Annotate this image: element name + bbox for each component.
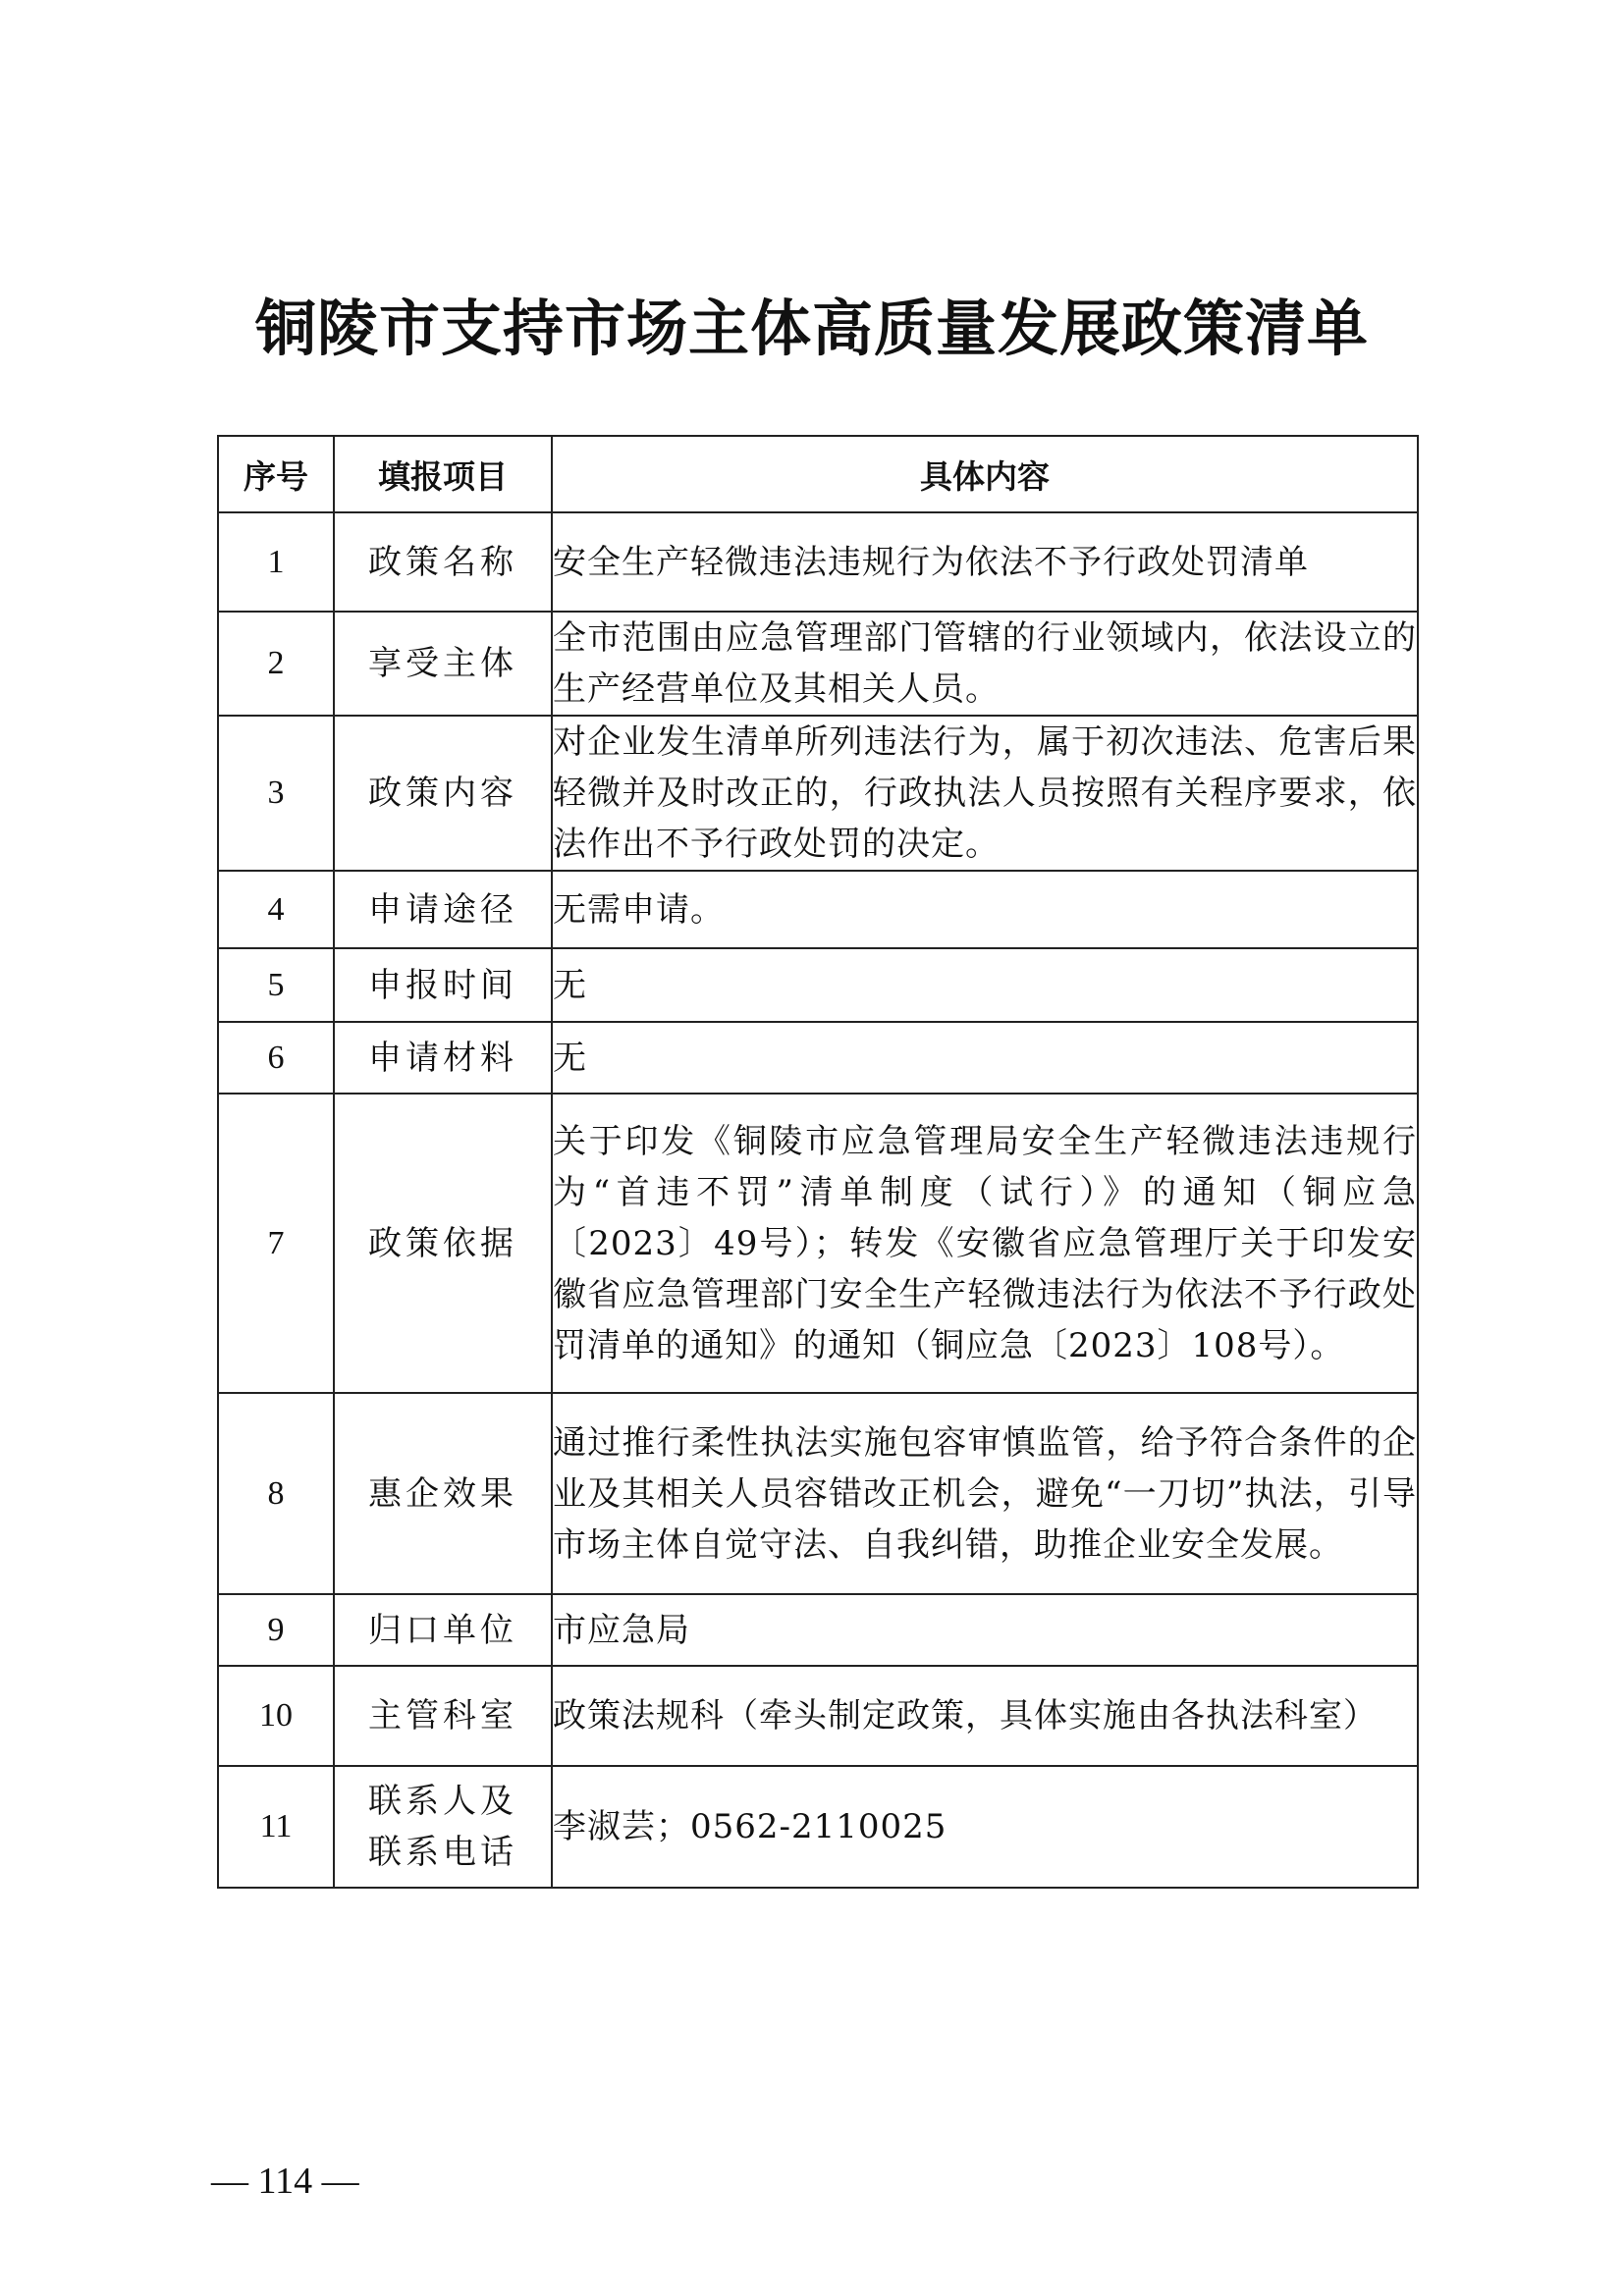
table-row xyxy=(218,871,1418,948)
row-content: 李淑芸；0562-2110025 xyxy=(552,1766,1418,1888)
table-row xyxy=(218,1094,1418,1393)
header-number: 序号 xyxy=(218,436,334,512)
table-row xyxy=(218,1666,1418,1766)
row-number: 1 xyxy=(218,512,334,612)
row-content: 安全生产轻微违法违规行为依法不予行政处罚清单 xyxy=(552,512,1418,612)
row-item: 联系人及联系电话 xyxy=(334,1766,552,1888)
table-row xyxy=(218,716,1418,871)
row-number: 6 xyxy=(218,1022,334,1094)
row-number: 8 xyxy=(218,1393,334,1594)
row-item: 申报时间 xyxy=(334,948,552,1022)
table-row xyxy=(218,1393,1418,1594)
row-item: 惠企效果 xyxy=(334,1393,552,1594)
header-item: 填报项目 xyxy=(334,436,552,512)
header-content: 具体内容 xyxy=(552,436,1418,512)
table-row xyxy=(218,1594,1418,1666)
row-number: 2 xyxy=(218,612,334,716)
row-item: 归口单位 xyxy=(334,1594,552,1666)
table-row xyxy=(218,512,1418,612)
row-item: 申请途径 xyxy=(334,871,552,948)
row-item: 主管科室 xyxy=(334,1666,552,1766)
row-number: 3 xyxy=(218,716,334,871)
page-title: 铜陵市支持市场主体高质量发展政策清单 xyxy=(254,293,1369,364)
row-item: 享受主体 xyxy=(334,612,552,716)
page-number: — 114 — xyxy=(211,2161,359,2202)
row-content: 通过推行柔性执法实施包容审慎监管，给予符合条件的企业及其相关人员容错改正机会，避免“一刀切”执法，引导市场主体自觉守法、自我纠错，助推企业安全发展。 xyxy=(552,1393,1418,1594)
row-content: 市应急局 xyxy=(552,1594,1418,1666)
row-number: 11 xyxy=(218,1766,334,1888)
row-number: 5 xyxy=(218,948,334,1022)
row-content: 无 xyxy=(552,948,1418,1022)
row-content: 无需申请。 xyxy=(552,871,1418,948)
row-content: 对企业发生清单所列违法行为，属于初次违法、危害后果轻微并及时改正的，行政执法人员按照有关程序要求，依法作出不予行政处罚的决定。 xyxy=(552,716,1418,871)
row-content: 关于印发《铜陵市应急管理局安全生产轻微违法违规行为“首违不罚”清单制度（试行）》的通知（铜应急〔2023〕49号）；转发《安徽省应急管理厅关于印发安徽省应急管理部门安全生产轻微违法行为依法不予行政处罚清单的通知》的通知（铜应急〔2023〕108号）。 xyxy=(552,1094,1418,1393)
row-number: 9 xyxy=(218,1594,334,1666)
table-row xyxy=(218,1766,1418,1888)
table-row xyxy=(218,612,1418,716)
row-content: 政策法规科（牵头制定政策，具体实施由各执法科室） xyxy=(552,1666,1418,1766)
row-number: 4 xyxy=(218,871,334,948)
row-item: 政策内容 xyxy=(334,716,552,871)
row-item: 申请材料 xyxy=(334,1022,552,1094)
row-content: 无 xyxy=(552,1022,1418,1094)
policy-table xyxy=(217,435,1419,1889)
row-number: 10 xyxy=(218,1666,334,1766)
table-header-row xyxy=(218,436,1418,512)
table-row xyxy=(218,1022,1418,1094)
row-item: 政策名称 xyxy=(334,512,552,612)
table-row xyxy=(218,948,1418,1022)
row-number: 7 xyxy=(218,1094,334,1393)
row-item: 政策依据 xyxy=(334,1094,552,1393)
row-content: 全市范围由应急管理部门管辖的行业领域内，依法设立的生产经营单位及其相关人员。 xyxy=(552,612,1418,716)
